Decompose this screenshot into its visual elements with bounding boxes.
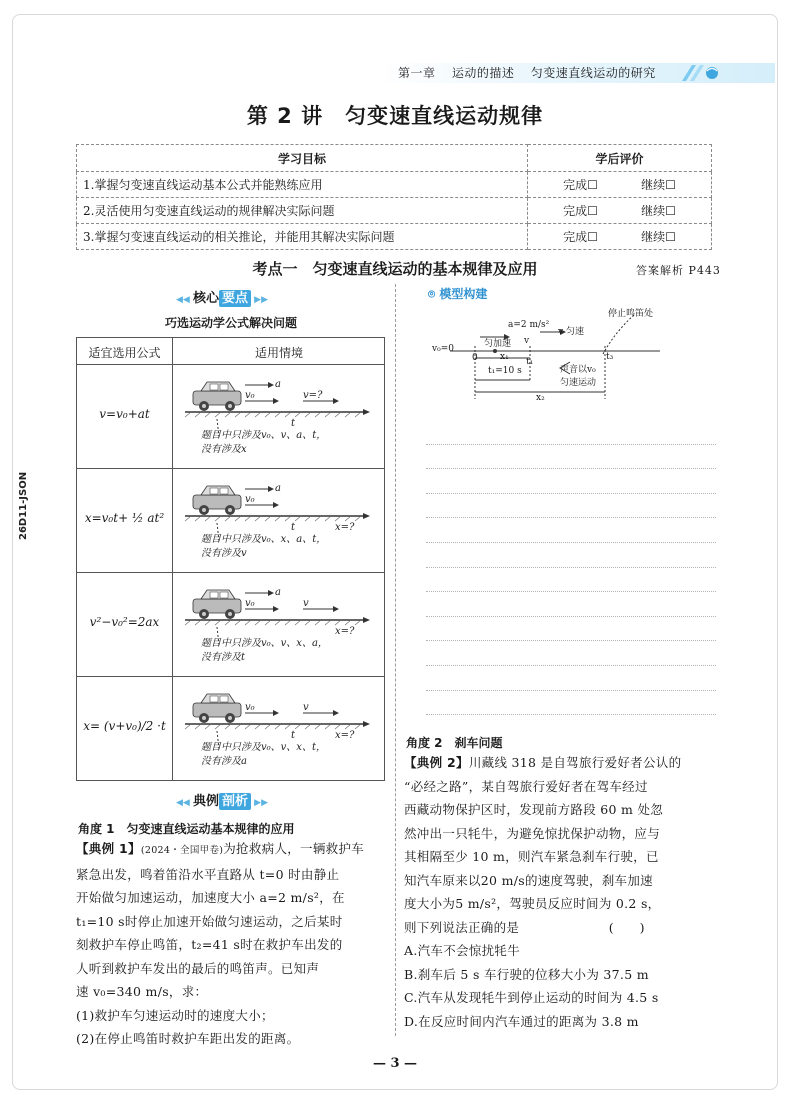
example2-line: 西藏动物保护区时，发现前方路段 60 m 处忽 <box>404 802 664 817</box>
goals-row <box>77 198 712 224</box>
model-label-stop: 停止鸣笛处 <box>608 309 654 319</box>
model-label-t1val: t₁=10 s <box>488 366 522 376</box>
done-checkbox[interactable]: 完成☐ <box>563 204 598 218</box>
model-diagram <box>420 302 700 407</box>
formula-table <box>76 337 385 781</box>
example1-line: (1)救护车匀速运动时的速度大小； <box>76 1007 274 1023</box>
formula-text: x= (v+v₀)/2 ·t <box>83 719 166 733</box>
label-v: v <box>303 598 309 609</box>
label-x: x=? <box>335 626 355 637</box>
example-badge-pre: 典例 <box>192 794 219 809</box>
done-checkbox[interactable]: 完成☐ <box>563 178 598 192</box>
example2-options <box>404 939 722 1033</box>
formula-text: v=v₀+at <box>99 407 150 421</box>
goals-header-col2: 学后评价 <box>528 145 712 172</box>
example1-tag: 【典例 1】 <box>76 841 141 856</box>
scene-note-line1: 题目中只涉及v₀、x、a、t， <box>201 534 327 545</box>
goal-text: 2.灵活使用匀变速直线运动的规律解决实际问题 <box>77 198 528 224</box>
goals-table <box>76 144 712 250</box>
label-x: x=? <box>335 522 355 533</box>
location-pin-icon: ⌾ <box>428 287 436 301</box>
scene-diagram <box>173 469 385 572</box>
column-divider <box>395 284 396 1036</box>
goals-row <box>77 224 712 250</box>
header-text <box>398 64 668 81</box>
label-v: v=? <box>303 390 323 401</box>
label-v0: v₀ <box>245 598 255 609</box>
option-b[interactable]: B.刹车后 5 s 车行驶的位移大小为 37.5 m <box>404 966 649 982</box>
model-label-v0: v₀=0 <box>432 344 454 354</box>
scene-note-line1: 题目中只涉及v₀、v、a、t， <box>201 430 327 441</box>
scene-diagram <box>173 677 385 781</box>
header-section1: 运动的描述 <box>451 66 515 80</box>
label-t: t <box>291 730 296 741</box>
scene-note-line2: 没有涉及t <box>201 652 246 663</box>
goals-row <box>77 172 712 198</box>
scene-col-header: 适用情境 <box>254 346 303 360</box>
scene-diagram <box>173 365 385 468</box>
example1-line: 为抢救病人，一辆救护车 <box>223 841 365 856</box>
done-checkbox[interactable]: 完成☐ <box>563 230 598 244</box>
formula-text: v²−v₀²=2ax <box>89 615 160 629</box>
header-chapter: 第一章 <box>398 66 436 80</box>
formula-col-header: 适宜选用公式 <box>88 346 161 360</box>
example2-line: 其相隔至少 10 m，则汽车紧急刹车行驶，已 <box>404 849 659 864</box>
example1-line: 人听到救护车发出的最后的鸣笛声。已知声 <box>76 960 320 976</box>
example1-line: 刻救护车停止鸣笛，t₂=41 s时在救护车出发的 <box>76 937 343 952</box>
model-label-a: a=2 m/s² <box>508 320 550 330</box>
header-decoration-icon <box>680 63 740 83</box>
angle1-heading: 角度 1 匀变速直线运动基本规律的应用 <box>78 822 295 836</box>
header-section2: 匀变速直线运动的研究 <box>530 66 656 80</box>
label-t: t <box>291 418 296 429</box>
formula-row <box>77 573 384 677</box>
example-badge: ◀◀ 典例 剖析 ▶▶ <box>176 794 268 809</box>
model-label-x2: x₂ <box>536 393 545 403</box>
option-a[interactable]: A.汽车不会惊扰牦牛 <box>404 943 521 958</box>
example1-line: 紧急出发，鸣着笛沿水平直路从 t=0 时由静止 <box>76 866 340 882</box>
example1-line: (2)在停止鸣笛时救护车距出发的距离。 <box>76 1031 300 1046</box>
label-v0: v₀ <box>245 390 255 401</box>
example2-tag: 【典例 2】 <box>404 755 469 770</box>
example1-line: 开始做匀加速运动，加速度大小 a=2 m/s²，在 <box>76 890 345 905</box>
writing-lines[interactable] <box>426 420 716 715</box>
example1-line: 速 v₀=340 m/s，求： <box>76 984 208 999</box>
option-c[interactable]: C.汽车从发现牦牛到停止运动的时间为 4.5 s <box>404 990 659 1005</box>
example2-line: 川藏线 318 是自驾旅行爱好者公认的 <box>468 755 682 770</box>
formula-table-subtitle: 巧选运动学公式解决问题 <box>164 316 297 330</box>
example1-line: t₁=10 s时停止加速开始做匀速运动，之后某时 <box>76 913 343 929</box>
model-label-t3: t₃ <box>606 352 614 362</box>
model-label-x1: x₁ <box>500 352 509 362</box>
formula-table-header <box>77 338 384 365</box>
scene-note-line1: 题目中只涉及v₀、v、x、a， <box>201 638 328 649</box>
page-title: 第 2 讲 匀变速直线运动规律 <box>246 104 544 128</box>
side-code: 26D11-JSON <box>18 471 29 540</box>
core-badge-pre: 核心 <box>192 291 219 306</box>
formula-text: x=v₀t+ ½ at² <box>84 511 165 525</box>
example2-line: 则下列说法正确的是 ( ) <box>404 919 645 935</box>
continue-checkbox[interactable]: 继续☐ <box>641 204 676 218</box>
core-badge-hl: 要点 <box>219 290 251 307</box>
model-label-sound2: 匀速运动 <box>560 378 597 388</box>
example-badge-hl: 剖析 <box>219 793 251 810</box>
label-v0: v₀ <box>245 702 255 713</box>
label-t: t <box>291 522 296 533</box>
label-v: v <box>303 702 309 713</box>
goal-text: 1.掌握匀变速直线运动基本公式并能熟练应用 <box>77 172 528 198</box>
label-a: a <box>275 379 281 390</box>
model-label-sound: 声音以v₀ <box>560 365 596 375</box>
continue-checkbox[interactable]: 继续☐ <box>641 178 676 192</box>
motion-model-icon <box>420 302 700 407</box>
continue-checkbox[interactable]: 继续☐ <box>641 230 676 244</box>
option-d[interactable]: D.在反应时间内汽车通过的距离为 3.8 m <box>404 1013 639 1029</box>
example2-line: “必经之路”，某自驾旅行爱好者在驾车经过 <box>404 778 648 794</box>
example2-line: 然冲出一只牦牛，为避免惊扰保护动物，应与 <box>404 825 661 841</box>
formula-row <box>77 365 384 469</box>
page-number: — 3 — <box>372 1056 418 1071</box>
example2-line: 度大小为5 m/s²，驾驶员反应时间为 0.2 s， <box>404 896 661 911</box>
example2-line: 知汽车原来以20 m/s的速度驾驶，刹车加速 <box>404 872 653 888</box>
answer-reference: 答案解析 P443 <box>636 264 721 277</box>
scene-note-line2: 没有涉及x <box>201 444 247 455</box>
model-label-t1: t₁ <box>526 357 534 367</box>
angle2-heading: 角度 2 刹车问题 <box>406 736 503 750</box>
model-heading-text: 模型构建 <box>439 287 488 301</box>
scene-note-line2: 没有涉及a <box>201 756 247 767</box>
core-points-badge: ◀◀ 核心 要点 ▶▶ <box>176 291 268 306</box>
goal-text: 3.掌握匀变速直线运动的相关推论，并能用其解决实际问题 <box>77 224 528 250</box>
formula-row <box>77 677 384 781</box>
model-label-uniform: v 匀速 <box>558 327 584 337</box>
model-label-v: v <box>524 336 530 346</box>
example2-text <box>404 751 722 1033</box>
scene-note-line2: 没有涉及v <box>201 548 247 559</box>
label-a: a <box>275 587 281 598</box>
example1-source: (2024・全国甲卷) <box>140 845 224 856</box>
formula-row <box>77 469 384 573</box>
label-a: a <box>275 483 281 494</box>
kaodian-heading: 考点一 匀变速直线运动的基本规律及应用 <box>252 260 538 278</box>
scene-note-line1: 题目中只涉及v₀、v、x、t， <box>201 742 326 753</box>
model-label-accel: 匀加速 <box>484 339 512 349</box>
goals-header-col1: 学习目标 <box>77 145 528 172</box>
label-v0: v₀ <box>245 494 255 505</box>
scene-diagram <box>173 573 385 676</box>
model-heading <box>428 285 487 302</box>
model-label-zero: 0 <box>472 353 478 363</box>
label-x: x=? <box>335 730 355 741</box>
example1-text <box>76 837 388 1051</box>
